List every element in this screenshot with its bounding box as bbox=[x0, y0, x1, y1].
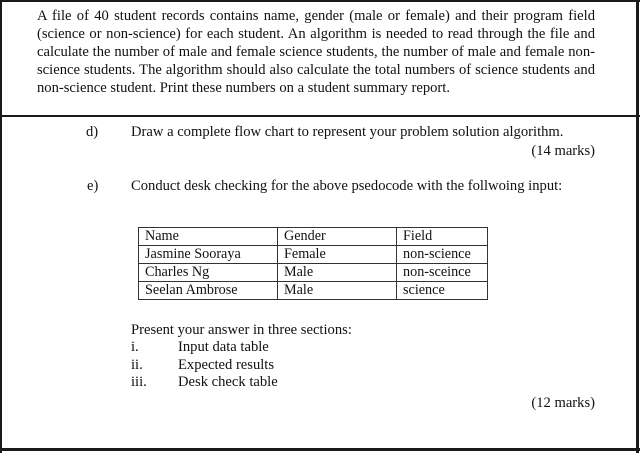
cell-field: non-sceince bbox=[397, 264, 488, 282]
cell-field: science bbox=[397, 282, 488, 300]
table-row bbox=[139, 264, 488, 282]
frame-left-border bbox=[0, 0, 2, 453]
table-row bbox=[139, 282, 488, 300]
present-instruction: Present your answer in three sections: bbox=[131, 322, 352, 338]
list-item-number: ii. bbox=[131, 356, 143, 373]
cell-gender: Male bbox=[278, 264, 397, 282]
question-d-text: Draw a complete flow chart to represent your problem solution algorithm. bbox=[131, 124, 564, 140]
cell-name: Seelan Ambrose bbox=[139, 282, 278, 300]
cell-gender: Female bbox=[278, 246, 397, 264]
question-d-label: d) bbox=[86, 124, 99, 140]
cell-gender: Male bbox=[278, 282, 397, 300]
cell-field: non-science bbox=[397, 246, 488, 264]
list-item-text: Desk check table bbox=[178, 374, 278, 390]
question-e-text: Conduct desk checking for the above psedocode with the follwoing input: bbox=[131, 178, 563, 194]
section-divider bbox=[0, 115, 640, 117]
list-item-number: iii. bbox=[131, 374, 147, 390]
header-field: Field bbox=[397, 228, 488, 246]
header-gender: Gender bbox=[278, 228, 397, 246]
table-row bbox=[139, 246, 488, 264]
question-d-marks: (14 marks) bbox=[531, 143, 595, 159]
header-name: Name bbox=[139, 228, 278, 246]
question-e-label: e) bbox=[87, 178, 99, 194]
student-records-table bbox=[138, 227, 488, 300]
problem-statement: A file of 40 student records contains name, gender (male or female) and their program field (science or non-science) for each student. An algorithm is needed to read through the file and calculate the number of male and female science students, the number of male and female non-science students. The algorithm should also calculate the total numbers of science students and non-science student. Print these numbers on a student summary report. bbox=[37, 8, 595, 96]
frame-right-border bbox=[636, 0, 639, 453]
list-item-number: i. bbox=[131, 339, 139, 355]
frame-bottom-border bbox=[0, 448, 640, 451]
cell-name: Jasmine Sooraya bbox=[139, 246, 278, 264]
cell-name: Charles Ng bbox=[139, 264, 278, 282]
list-item-text: Expected results bbox=[178, 356, 275, 373]
table-header-row bbox=[139, 228, 488, 246]
question-e-marks: (12 marks) bbox=[531, 395, 595, 411]
list-item-text: Input data table bbox=[178, 339, 269, 355]
frame-top-border bbox=[0, 0, 640, 2]
